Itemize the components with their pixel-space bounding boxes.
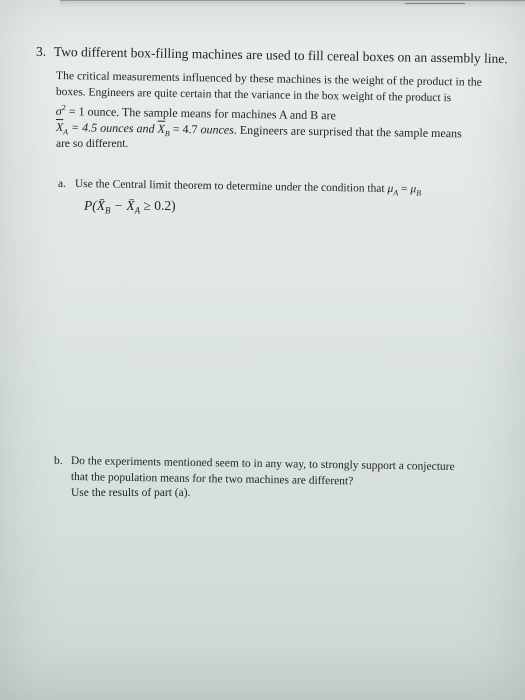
- prob-rest: ≥ 0.2): [140, 198, 176, 213]
- mu-b-subscript: B: [416, 188, 422, 198]
- prob-sub-b: B: [105, 205, 111, 216]
- xbar-b-symbol: $\overline{X}$: [157, 121, 165, 136]
- probability-expression: [84, 198, 176, 216]
- variance-text: = 1 ounce. The sample means for machines A and B are: [65, 104, 337, 123]
- xbar-a-symbol: $\overline{X}$: [55, 120, 64, 135]
- page-top-mark: [405, 0, 465, 4]
- equals-sign: =: [398, 183, 411, 196]
- part-b-label: b.: [54, 455, 63, 467]
- part-b-line-3: Use the results of part (a).: [71, 487, 191, 499]
- prob-sub-a: A: [134, 205, 141, 216]
- mu-b-symbol: μ: [410, 183, 417, 196]
- part-b-line-1: Do the experiments mentioned seem to in any way, to strongly support a conjecture: [70, 455, 455, 474]
- question-line-1: Two different box-filling machines are used to fill cereal boxes on an assembly line.: [53, 44, 508, 67]
- question-line-2: The critical measurements influenced by these machines is the weight of the product in the: [55, 70, 483, 89]
- mu-a-subscript: A: [393, 188, 399, 198]
- xbar-b-subscript: B: [164, 129, 170, 139]
- prob-minus: − X̄: [110, 198, 135, 213]
- ounces-word: ounces: [200, 122, 234, 137]
- sigma-exponent: 2: [61, 103, 66, 113]
- question-line-3: boxes. Engineers are quite certain that the variance in the box weight of the product is: [55, 86, 452, 105]
- surprised-text: . Engineers are surprised that the sample means: [233, 122, 462, 141]
- mu-a-symbol: μ: [387, 182, 394, 196]
- mean-b-text: = 4.7: [169, 121, 201, 137]
- question-number: 3.: [36, 44, 47, 59]
- part-a-text: [75, 178, 421, 198]
- part-a-label: a.: [58, 178, 66, 190]
- part-b-line-2: that the population means for the two machines are different?: [70, 471, 354, 488]
- question-last-line: are so different.: [56, 138, 129, 150]
- prob-open: P(X̄: [84, 198, 105, 213]
- part-a-sentence: Use the Central limit theorem to determine under the condition that: [74, 178, 388, 195]
- sigma-symbol: σ: [55, 103, 62, 119]
- mean-a-text: = 4.5 ounces and: [68, 120, 158, 136]
- xbar-a-subscript: A: [63, 127, 69, 137]
